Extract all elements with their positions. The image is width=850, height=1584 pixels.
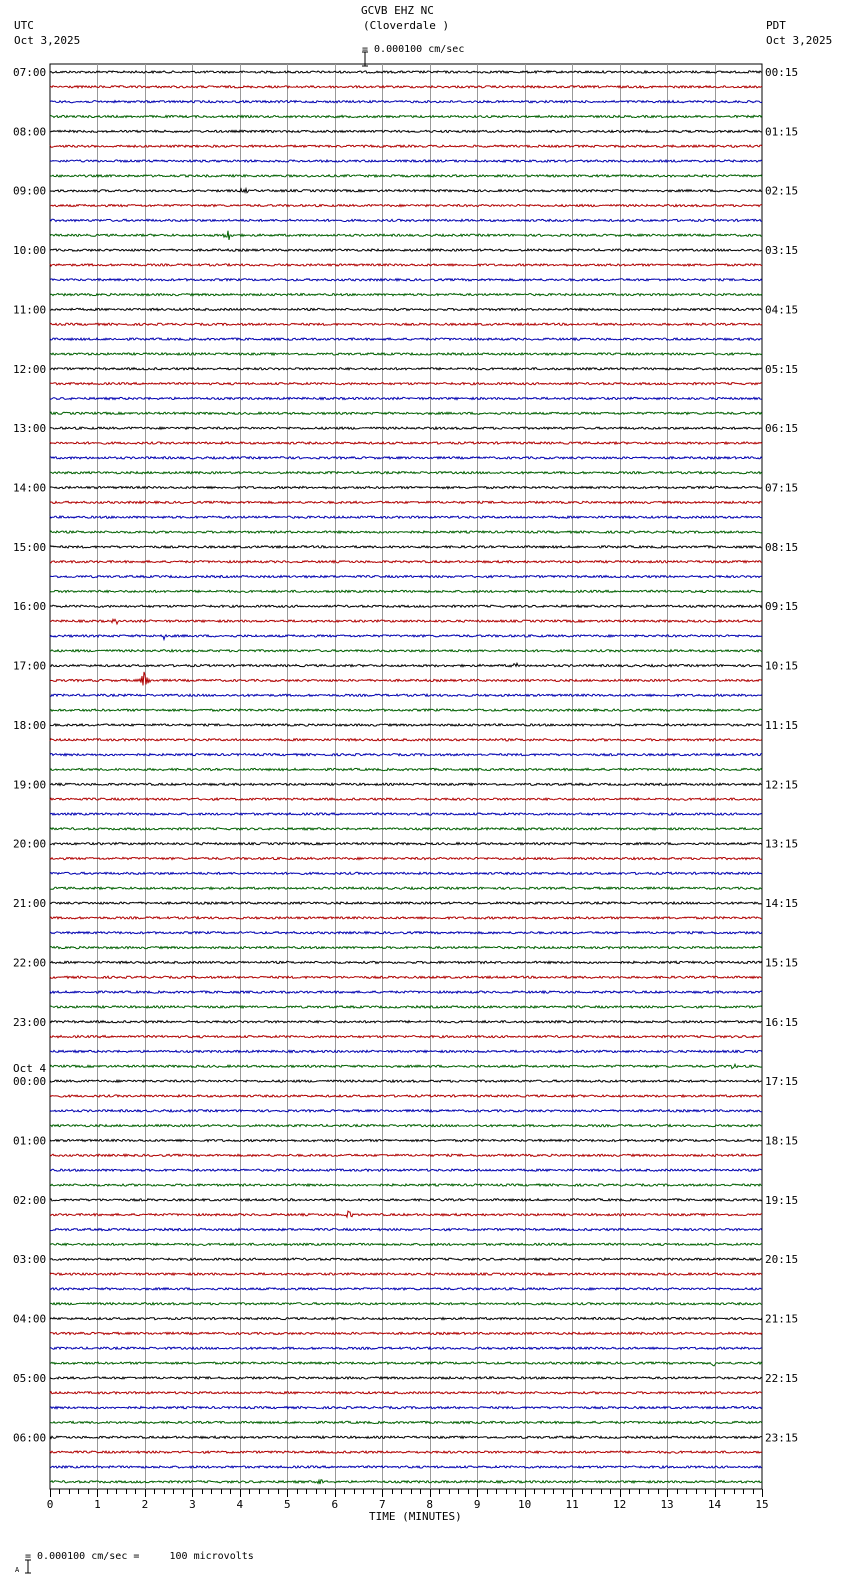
seismic-trace	[50, 472, 762, 474]
seismic-trace	[50, 294, 762, 296]
utc-hour-label: 04:00	[13, 1312, 47, 1326]
seismic-trace	[50, 338, 762, 340]
seismic-trace	[50, 672, 762, 686]
seismic-trace	[50, 1169, 762, 1171]
calibration-label: = 0.000100 cm/sec = 100 microvolts	[25, 1551, 254, 1562]
seismic-trace	[50, 1036, 762, 1038]
scale-label: = 0.000100 cm/sec	[362, 44, 465, 55]
pdt-hour-label: 10:15	[765, 659, 799, 673]
seismic-trace	[50, 783, 762, 785]
pdt-hour-label: 12:15	[765, 778, 799, 792]
x-tick-label: 12	[612, 1498, 627, 1511]
seismic-trace	[50, 961, 762, 963]
seismic-trace	[50, 1110, 762, 1112]
seismic-trace	[50, 1407, 762, 1409]
x-tick-label: 8	[426, 1498, 434, 1511]
seismic-trace	[50, 1288, 762, 1290]
utc-hour-label: 07:00	[13, 66, 47, 79]
left-timezone: UTC	[14, 19, 34, 32]
seismic-trace	[50, 1125, 762, 1127]
utc-hour-label: 16:00	[13, 600, 47, 614]
seismic-trace	[50, 264, 762, 266]
seismic-trace	[50, 516, 762, 518]
seismic-trace	[50, 1480, 762, 1484]
x-tick-label: 1	[94, 1498, 101, 1511]
seismic-trace	[50, 619, 762, 624]
seismic-trace	[50, 1184, 762, 1186]
pdt-hour-label: 11:15	[765, 718, 799, 732]
seismic-trace	[50, 160, 762, 162]
seismic-trace	[50, 368, 762, 370]
seismic-trace	[50, 308, 762, 310]
x-tick-label: 4	[236, 1498, 244, 1511]
seismic-trace	[50, 442, 762, 444]
x-tick-label: 5	[284, 1498, 291, 1511]
utc-hour-label: 09:00	[13, 184, 47, 198]
pdt-hour-label: 09:15	[765, 600, 799, 614]
utc-hour-label: 06:00	[13, 1431, 47, 1445]
seismic-trace	[50, 1318, 762, 1320]
seismic-trace	[50, 457, 762, 459]
seismic-trace	[50, 546, 762, 548]
utc-hour-label: 05:00	[13, 1371, 47, 1385]
seismic-trace	[50, 1436, 762, 1438]
seismic-trace	[50, 130, 762, 132]
seismic-trace	[50, 843, 762, 845]
pdt-hour-label: 20:15	[765, 1253, 799, 1267]
seismic-trace	[50, 175, 762, 177]
seismic-trace	[50, 1332, 762, 1334]
seismic-trace	[50, 486, 762, 488]
seismic-trace	[50, 857, 762, 859]
seismic-trace	[50, 412, 762, 414]
utc-hour-label: 23:00	[13, 1015, 47, 1029]
seismic-trace	[50, 739, 762, 741]
seismic-trace	[50, 189, 762, 193]
utc-hour-label: 14:00	[13, 481, 47, 495]
seismic-trace	[50, 798, 762, 800]
seismic-trace	[50, 531, 762, 533]
x-tick-label: 10	[518, 1498, 532, 1511]
pdt-hour-label: 02:15	[765, 184, 799, 198]
utc-hour-label: 21:00	[13, 897, 47, 911]
seismic-trace	[50, 947, 762, 949]
x-axis-label: TIME (MINUTES)	[369, 1510, 462, 1523]
seismic-trace	[50, 1421, 762, 1423]
calibration-marker-icon	[2, 1545, 20, 1574]
seismic-trace	[50, 932, 762, 934]
seismic-trace	[50, 813, 762, 815]
pdt-hour-label: 21:15	[765, 1312, 799, 1326]
x-tick-label: 15	[755, 1498, 769, 1511]
seismic-trace	[50, 754, 762, 756]
seismic-trace	[50, 279, 762, 281]
seismic-trace	[50, 976, 762, 978]
x-tick-label: 3	[189, 1498, 196, 1511]
utc-hour-label: 12:00	[13, 362, 47, 376]
seismic-trace	[50, 1466, 762, 1468]
seismic-trace	[50, 205, 762, 207]
seismic-trace	[50, 1006, 762, 1008]
seismic-trace	[50, 145, 762, 147]
pdt-hour-label: 19:15	[765, 1193, 799, 1207]
utc-hour-label: 13:00	[13, 422, 47, 436]
seismic-trace	[50, 768, 762, 770]
utc-hour-label: 19:00	[13, 778, 47, 792]
pdt-hour-label: 00:15	[765, 66, 799, 79]
seismic-trace	[50, 887, 762, 889]
seismic-trace	[50, 383, 762, 385]
seismic-trace	[50, 635, 762, 640]
pdt-hour-label: 23:15	[765, 1431, 799, 1445]
seismic-trace	[50, 917, 762, 919]
x-tick-label: 11	[565, 1498, 579, 1511]
seismic-trace	[50, 1095, 762, 1097]
svg-text:A: A	[15, 1566, 20, 1574]
pdt-hour-label: 16:15	[765, 1015, 799, 1029]
seismic-trace	[50, 1303, 762, 1305]
utc-hour-label: 01:00	[13, 1134, 47, 1148]
station-title: GCVB EHZ NC	[361, 4, 434, 17]
seismic-trace	[50, 1392, 762, 1394]
right-date: Oct 3,2025	[766, 34, 833, 47]
seismic-trace	[50, 694, 762, 696]
seismic-trace	[50, 902, 762, 904]
seismic-trace	[50, 663, 762, 667]
x-tick-label: 6	[331, 1498, 339, 1511]
seismic-trace	[50, 1377, 762, 1379]
utc-hour-label: 00:00	[13, 1075, 47, 1089]
pdt-hour-label: 03:15	[765, 244, 799, 258]
seismic-trace	[50, 1154, 762, 1156]
seismic-trace	[50, 828, 762, 830]
seismic-trace	[50, 1243, 762, 1245]
utc-hour-label: 03:00	[13, 1253, 47, 1267]
seismic-trace	[50, 650, 762, 652]
seismic-trace	[50, 1258, 762, 1260]
pdt-hour-label: 18:15	[765, 1134, 799, 1148]
utc-hour-label: 22:00	[13, 956, 47, 970]
seismic-trace	[50, 991, 762, 993]
seismic-trace	[50, 353, 762, 355]
seismic-trace	[50, 605, 762, 607]
seismic-trace	[50, 1228, 762, 1230]
seismic-trace	[50, 71, 762, 73]
seismic-trace	[50, 501, 762, 503]
seismic-trace	[50, 1064, 762, 1068]
left-date: Oct 3,2025	[14, 34, 81, 47]
x-tick-label: 14	[707, 1498, 722, 1511]
utc-hour-label: 18:00	[13, 718, 47, 732]
seismic-trace	[50, 1021, 762, 1023]
x-tick-label: 7	[378, 1498, 386, 1511]
seismic-trace	[50, 1199, 762, 1201]
date-change-label: Oct 4	[13, 1062, 47, 1076]
utc-hour-label: 02:00	[13, 1193, 47, 1207]
pdt-hour-label: 22:15	[765, 1371, 799, 1385]
seismic-trace	[50, 872, 762, 874]
seismic-trace	[50, 1362, 762, 1366]
seismic-trace	[50, 397, 762, 399]
utc-hour-label: 15:00	[13, 540, 47, 554]
station-location: (Cloverdale )	[363, 19, 450, 32]
x-tick-label: 9	[473, 1498, 481, 1511]
seismic-trace	[50, 323, 762, 325]
pdt-hour-label: 05:15	[765, 362, 799, 376]
x-tick-label: 13	[660, 1498, 674, 1511]
pdt-hour-label: 01:15	[765, 125, 799, 139]
utc-hour-label: 20:00	[13, 837, 47, 851]
pdt-hour-label: 13:15	[765, 837, 799, 851]
utc-hour-label: 08:00	[13, 125, 47, 139]
seismic-trace	[50, 1139, 762, 1141]
seismic-trace	[50, 1080, 762, 1082]
seismic-trace	[50, 219, 762, 221]
seismic-trace	[50, 1211, 762, 1217]
pdt-hour-label: 15:15	[765, 956, 799, 970]
seismic-trace	[50, 86, 762, 88]
utc-hour-label: 17:00	[13, 659, 47, 673]
seismic-trace	[50, 709, 762, 711]
pdt-hour-label: 08:15	[765, 540, 799, 554]
pdt-hour-label: 14:15	[765, 897, 799, 911]
seismic-trace	[50, 576, 762, 578]
x-tick-label: 2	[141, 1498, 149, 1511]
seismic-trace	[50, 231, 762, 240]
x-tick-label: 0	[46, 1498, 54, 1511]
seismic-trace	[50, 1050, 762, 1052]
seismic-trace	[50, 249, 762, 251]
utc-hour-label: 10:00	[13, 244, 47, 258]
seismic-trace	[50, 561, 762, 563]
seismic-trace	[50, 1451, 762, 1453]
seismic-trace	[50, 1273, 762, 1275]
seismic-trace	[50, 427, 762, 429]
seismic-trace	[50, 115, 762, 117]
seismic-trace	[50, 724, 762, 726]
right-timezone: PDT	[766, 19, 786, 32]
pdt-hour-label: 04:15	[765, 303, 799, 317]
pdt-hour-label: 07:15	[765, 481, 799, 495]
seismic-trace	[50, 590, 762, 592]
pdt-hour-label: 17:15	[765, 1075, 799, 1089]
seismic-trace	[50, 101, 762, 103]
seismic-trace	[50, 1347, 762, 1349]
pdt-hour-label: 06:15	[765, 422, 799, 436]
utc-hour-label: 11:00	[13, 303, 47, 317]
